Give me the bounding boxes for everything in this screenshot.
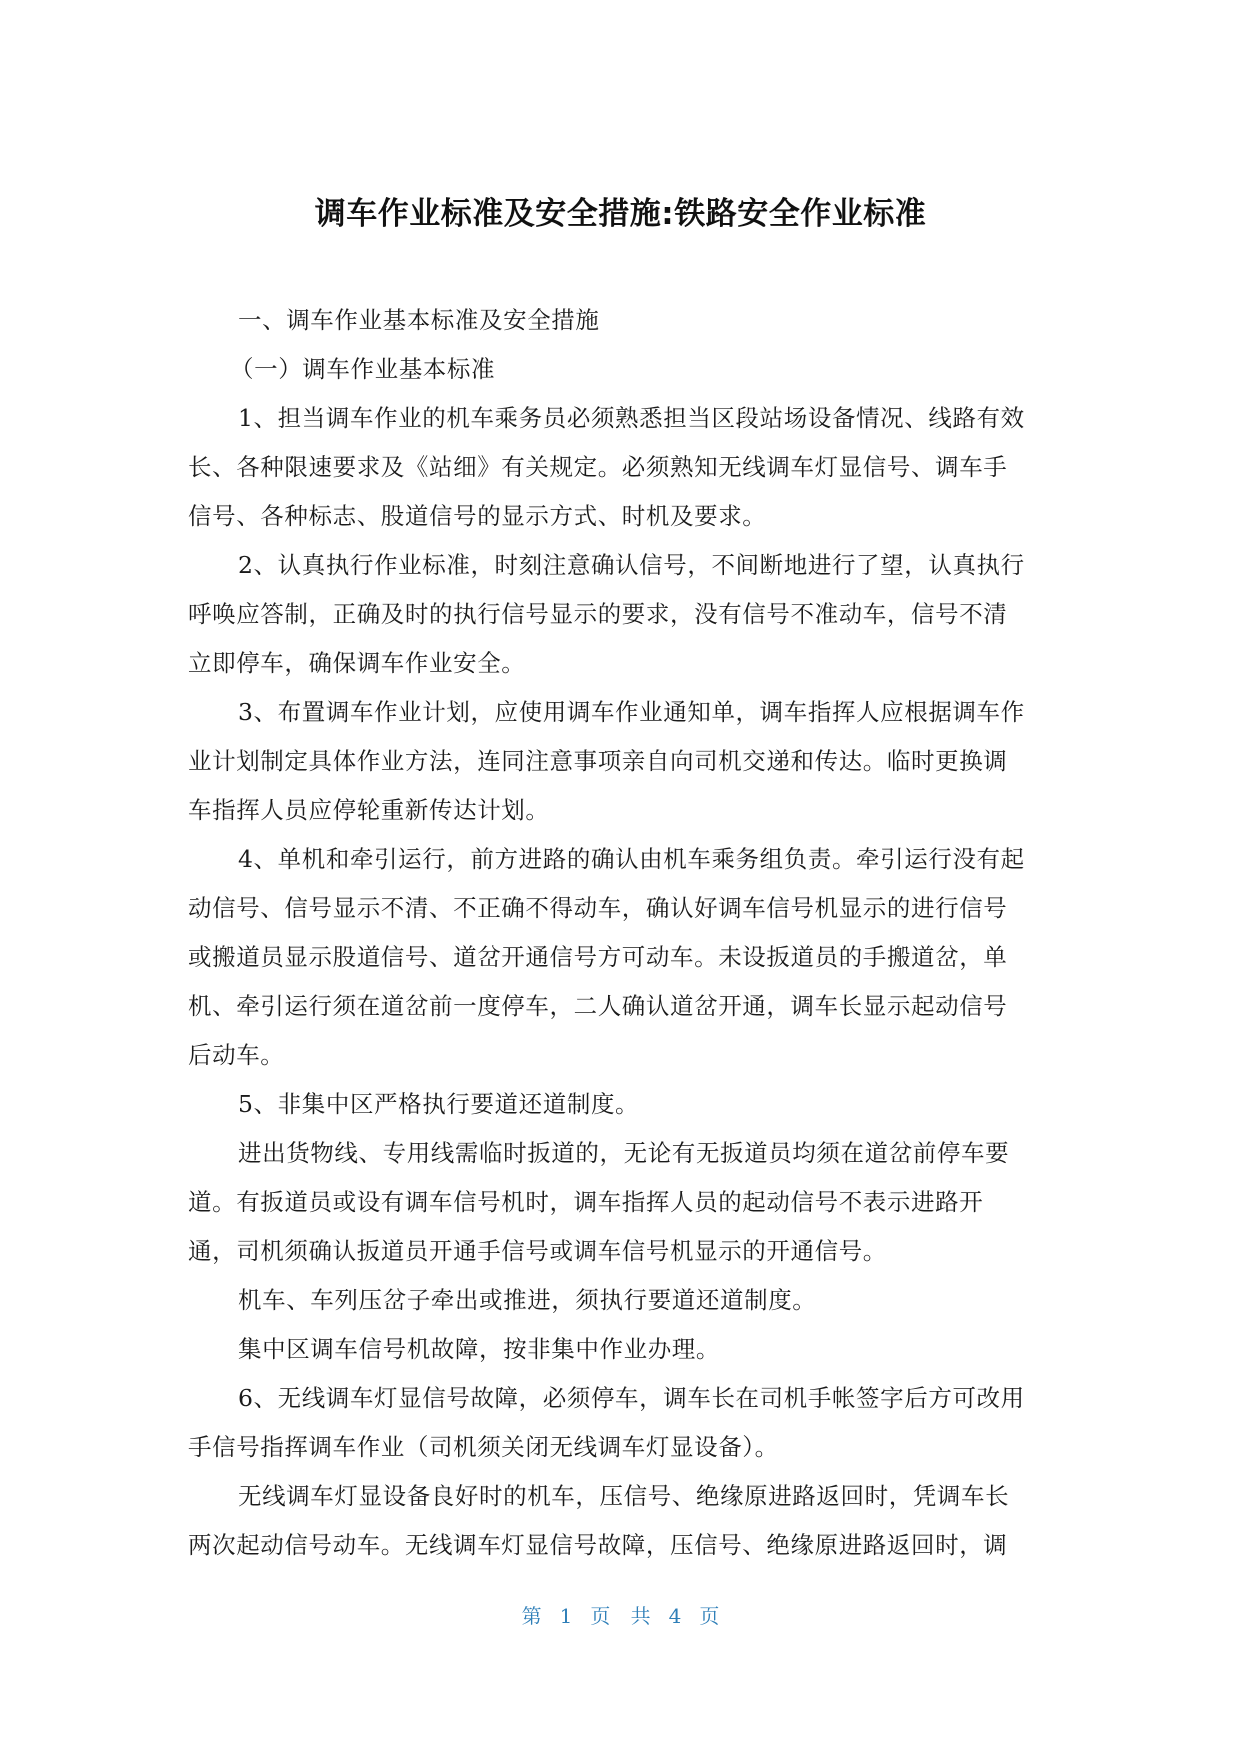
section-heading: 一、调车作业基本标准及安全措施 [238, 306, 600, 334]
paragraph-line: 动信号、信号显示不清、不正确不得动车，确认好调车信号机显示的进行信号 [188, 894, 1008, 922]
paragraph-line: 车指挥人员应停轮重新传达计划。 [188, 796, 550, 824]
paragraph-line: 道。有扳道员或设有调车信号机时，调车指挥人员的起动信号不表示进路开 [188, 1188, 984, 1216]
paragraph-line: 手信号指挥调车作业（司机须关闭无线调车灯显设备）。 [188, 1433, 779, 1461]
subsection-heading: （一）调车作业基本标准 [230, 355, 496, 383]
paragraph-line: 呼唤应答制，正确及时的执行信号显示的要求，没有信号不准动车，信号不清 [188, 600, 1008, 628]
paragraph-line: 6、无线调车灯显信号故障，必须停车，调车长在司机手帐签字后方可改用 [238, 1384, 1025, 1412]
footer-end-label: 页 [699, 1604, 720, 1628]
paragraph-line: 3、布置调车作业计划，应使用调车作业通知单，调车指挥人应根据调车作 [238, 698, 1025, 726]
paragraph-line: 长、各种限速要求及《站细》有关规定。必须熟知无线调车灯显信号、调车手 [188, 453, 1008, 481]
footer-total-pages: 4 [668, 1604, 682, 1628]
paragraph-line: 2、认真执行作业标准，时刻注意确认信号，不间断地进行了望，认真执行 [238, 551, 1025, 579]
page-footer [0, 1600, 1241, 1629]
paragraph-line: 1、担当调车作业的机车乘务员必须熟悉担当区段站场设备情况、线路有效 [238, 404, 1025, 432]
footer-of-label: 页 共 [590, 1604, 651, 1628]
paragraph-line: 两次起动信号动车。无线调车灯显信号故障，压信号、绝缘原进路返回时，调 [188, 1531, 1008, 1559]
paragraph-line: 进出货物线、专用线需临时扳道的，无论有无扳道员均须在道岔前停车要 [238, 1139, 1010, 1167]
paragraph-line: 机车、车列压岔子牵出或推进，须执行要道还道制度。 [238, 1286, 817, 1314]
paragraph-line: 立即停车，确保调车作业安全。 [188, 649, 526, 677]
document-body [188, 296, 1054, 1570]
paragraph-line: 或搬道员显示股道信号、道岔开通信号方可动车。未设扳道员的手搬道岔，单 [188, 943, 1008, 971]
paragraph-line: 信号、各种标志、股道信号的显示方式、时机及要求。 [188, 502, 767, 530]
paragraph-line: 机、牵引运行须在道岔前一度停车，二人确认道岔开通，调车长显示起动信号 [188, 992, 1008, 1020]
paragraph-line: 无线调车灯显设备良好时的机车，压信号、绝缘原进路返回时，凭调车长 [238, 1482, 1010, 1510]
paragraph-line: 集中区调车信号机故障，按非集中作业办理。 [238, 1335, 720, 1363]
document-title: 调车作业标准及安全措施:铁路安全作业标准 [314, 196, 927, 232]
footer-current-page: 1 [559, 1604, 573, 1628]
paragraph-line: 后动车。 [188, 1041, 285, 1069]
footer-page-label: 第 [521, 1604, 542, 1628]
paragraph-line: 4、单机和牵引运行，前方进路的确认由机车乘务组负责。牵引运行没有起 [238, 845, 1025, 873]
paragraph-line: 业计划制定具体作业方法，连同注意事项亲自向司机交递和传达。临时更换调 [188, 747, 1008, 775]
paragraph-line: 通，司机须确认扳道员开通手信号或调车信号机显示的开通信号。 [188, 1237, 887, 1265]
paragraph-line: 5、非集中区严格执行要道还道制度。 [238, 1090, 640, 1118]
